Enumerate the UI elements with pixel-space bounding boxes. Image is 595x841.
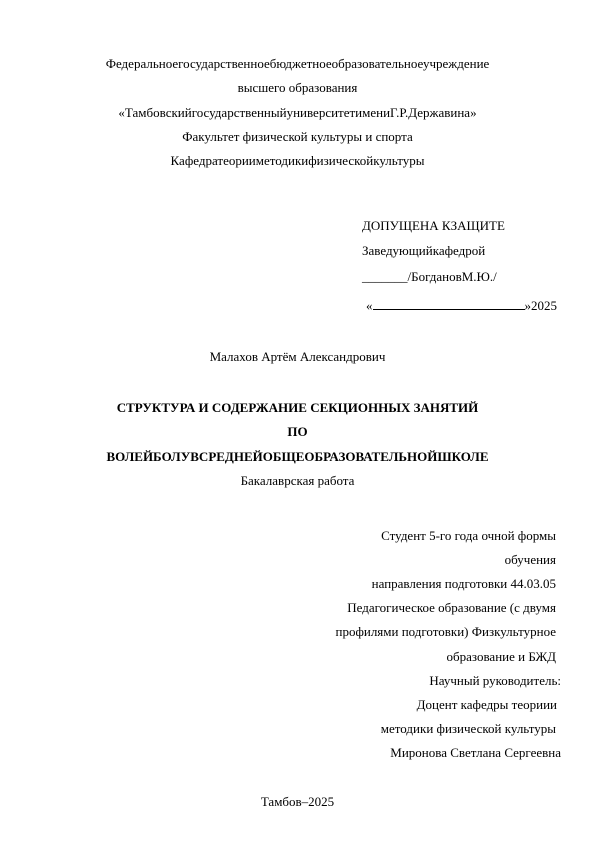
- thesis-title-line2: ПО: [287, 424, 308, 439]
- supervisor-name: Миронова Светлана Сергеевна: [390, 745, 561, 760]
- author-name: Малахов Артём Александрович: [209, 349, 386, 364]
- thesis-title-line1: СТРУКТУРА И СОДЕРЖАНИЕ СЕКЦИОННЫХ ЗАНЯТИЙ: [116, 400, 479, 415]
- date-close-year: »2025: [524, 298, 557, 313]
- approval-signature: _______/БогдановМ.Ю./: [362, 269, 497, 284]
- supervisor-position: Доцент кафедры теориии: [416, 697, 557, 712]
- date-open-quote: «: [366, 298, 373, 313]
- student-info-line: направления подготовки 44.03.05: [371, 576, 556, 591]
- student-info-line: Студент 5-го года очной формы: [381, 528, 556, 543]
- approval-date: [366, 297, 557, 314]
- faculty-name: Факультет физической культуры и спорта: [182, 129, 413, 144]
- approval-role: Заведующийкафедрой: [362, 243, 486, 258]
- org-level-line: высшего образования: [237, 80, 358, 95]
- department-name: Кафедратеорииметодикифизическойкультуры: [170, 153, 425, 168]
- university-name: «ТамбовскийгосударственныйуниверситетимениГ.Р.Державина»: [118, 105, 477, 120]
- city-year: Тамбов–2025: [260, 794, 335, 809]
- date-blank-line: [373, 297, 525, 310]
- student-info-line: Педагогическое образование (с двумя: [347, 600, 556, 615]
- supervisor-label: Научный руководитель:: [429, 673, 561, 688]
- approval-title: ДОПУЩЕНА КЗАЩИТЕ: [362, 218, 505, 233]
- org-name-line: Федеральноегосударственноебюджетноеобразовательноеучреждение: [105, 56, 490, 71]
- supervisor-department: методики физической культуры: [380, 721, 556, 736]
- work-type: Бакалаврская работа: [240, 473, 355, 488]
- student-info-line: образование и БЖД: [446, 649, 556, 664]
- thesis-title-line3: ВОЛЕЙБОЛУВСРЕДНЕЙОБЩЕОБРАЗОВАТЕЛЬНОЙШКОЛЕ: [106, 449, 489, 464]
- student-info-line: обучения: [504, 552, 556, 567]
- student-info-line: профилями подготовки) Физкультурное: [335, 624, 556, 639]
